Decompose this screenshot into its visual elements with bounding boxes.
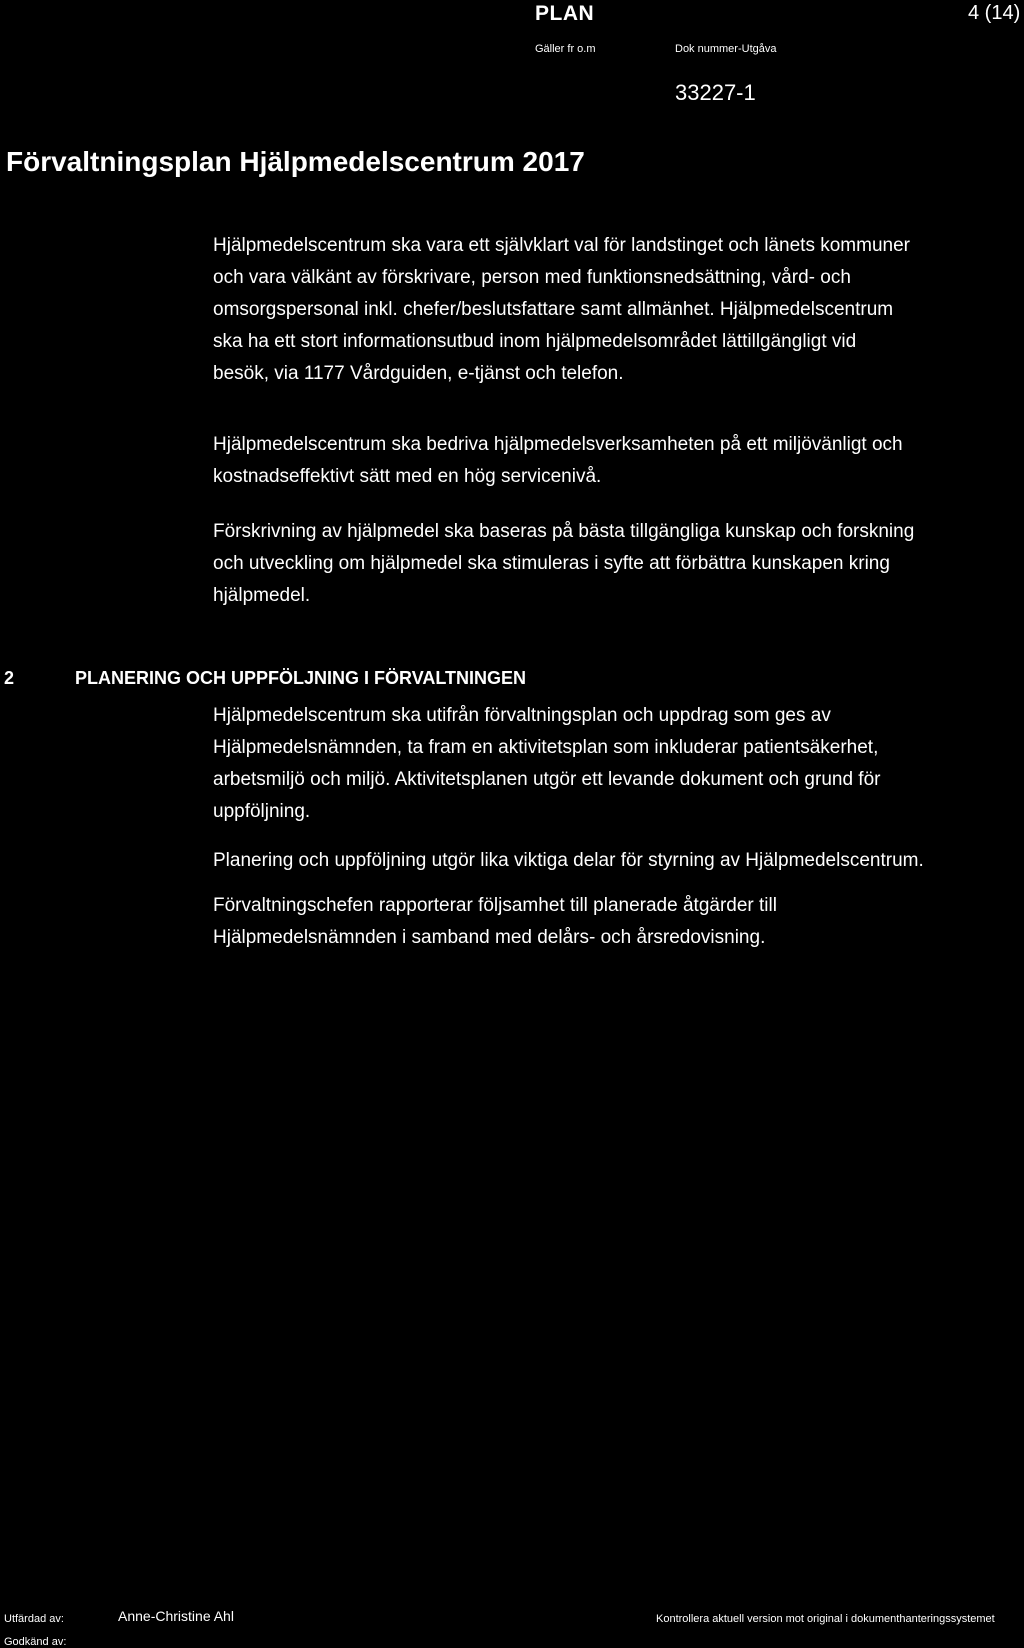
document-title: Förvaltningsplan Hjälpmedelscentrum 2017 — [6, 146, 585, 177]
paragraph-line: Förvaltningschefen rapporterar följsamhet till planerade åtgärder till — [213, 895, 777, 916]
paragraph-line: hjälpmedel. — [213, 585, 311, 606]
intro-paragraph-2 — [213, 429, 903, 493]
paragraph-line: och vara välkänt av förskrivare, person med funktionsnedsättning, vård- och — [213, 267, 851, 288]
section-paragraph-1 — [213, 700, 880, 828]
paragraph-line: Hjälpmedelscentrum ska vara ett självklart val för landstinget och länets kommuner — [213, 235, 910, 256]
paragraph-line: besök, via 1177 Vårdguiden, e-tjänst och telefon. — [213, 363, 624, 384]
doc-number: 33227-1 — [675, 80, 756, 105]
valid-from-label: Gäller fr o.m — [535, 43, 596, 55]
document-type: PLAN — [535, 2, 595, 25]
version-control-note: Kontrollera aktuell version mot original i dokumenthanteringssystemet — [656, 1613, 995, 1625]
paragraph-line: ska ha ett stort informationsutbud inom hjälpmedelsområdet lättillgängligt vid — [213, 331, 857, 352]
paragraph-line: Hjälpmedelscentrum ska bedriva hjälpmedelsverksamheten på ett miljövänligt och — [213, 434, 903, 455]
section-number: 2 — [4, 668, 15, 688]
doc-number-label: Dok nummer-Utgåva — [675, 43, 777, 55]
paragraph-line: Hjälpmedelsnämnden, ta fram en aktivitetsplan som inkluderar patientsäkerhet, — [213, 737, 879, 758]
paragraph-line: Förskrivning av hjälpmedel ska baseras på bästa tillgängliga kunskap och forskning — [213, 521, 915, 542]
paragraph-line: Hjälpmedelsnämnden i samband med delårs- och årsredovisning. — [213, 927, 766, 948]
issued-by-name: Anne-Christine Ahl — [118, 1608, 234, 1624]
issued-by-label: Utfärdad av: — [4, 1613, 64, 1625]
intro-paragraph-1 — [213, 230, 910, 390]
paragraph-line: kostnadseffektivt sätt med en hög servicenivå. — [213, 466, 602, 487]
paragraph-line: och utveckling om hjälpmedel ska stimuleras i syfte att förbättra kunskapen kring — [213, 553, 890, 574]
section-heading: PLANERING OCH UPPFÖLJNING I FÖRVALTNINGEN — [75, 668, 527, 688]
paragraph-line: arbetsmiljö och miljö. Aktivitetsplanen utgör ett levande dokument och grund för — [213, 769, 881, 790]
paragraph-line: Hjälpmedelscentrum ska utifrån förvaltningsplan och uppdrag som ges av — [213, 705, 831, 726]
section-paragraph-2 — [213, 845, 924, 877]
section-paragraph-3 — [213, 890, 777, 954]
page-number: 4 (14) — [968, 2, 1021, 24]
approved-by-label: Godkänd av: — [4, 1636, 67, 1648]
paragraph-line: omsorgspersonal inkl. chefer/beslutsfattare samt allmänhet. Hjälpmedelscentrum — [213, 299, 894, 320]
paragraph-line: uppföljning. — [213, 801, 311, 822]
intro-paragraph-3 — [213, 516, 914, 612]
paragraph-line: Planering och uppföljning utgör lika viktiga delar för styrning av Hjälpmedelscentrum. — [213, 850, 924, 871]
